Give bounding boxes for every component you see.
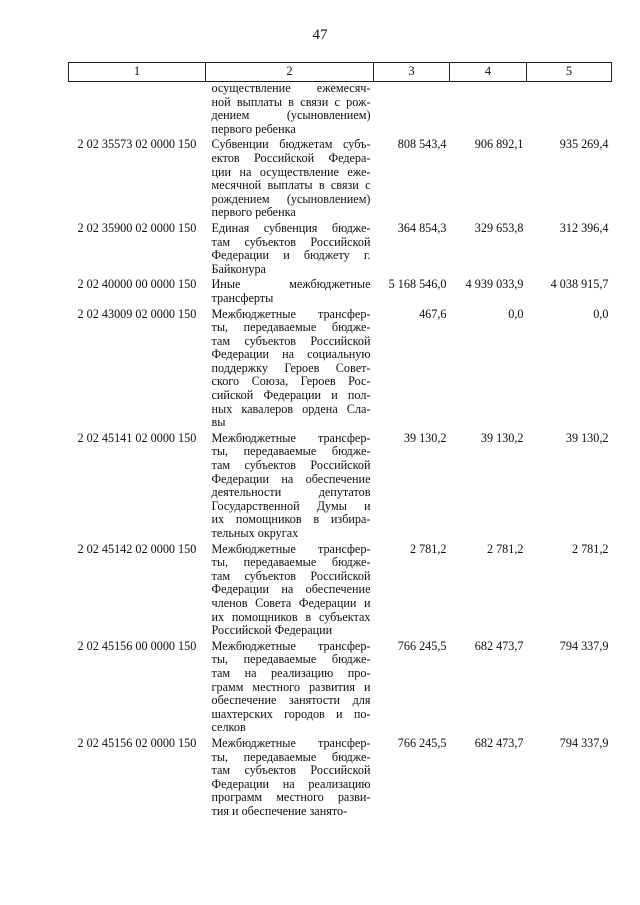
amount-year-2: 0,0	[508, 306, 524, 321]
header-col-5: 5	[527, 63, 612, 82]
description-line: там субъектов Российской	[211, 763, 371, 778]
description-line: Федерации и бюджету г.	[211, 248, 371, 263]
amount-year-1: 766 245,5	[397, 735, 447, 750]
amount-year-2	[450, 82, 527, 139]
description-line: тия и обеспечение занято-	[211, 803, 348, 818]
amount-year-2: 682 473,7	[474, 735, 524, 750]
amount-year-1: 364 854,3	[397, 220, 447, 235]
budget-code: 2 02 43009 02 0000 150	[77, 306, 197, 321]
table-row	[69, 138, 612, 222]
description-line: первого ребенка	[211, 121, 296, 136]
budget-code: 2 02 45142 02 0000 150	[77, 541, 197, 556]
item-description	[206, 222, 374, 278]
description-line: их помощников в субъектах	[211, 609, 371, 624]
table-header	[69, 63, 612, 82]
description-line: ты, передаваемые бюдже-	[211, 555, 371, 570]
table-row	[69, 222, 612, 278]
table-row	[69, 278, 612, 307]
description-line: ных кавалеров ордена Сла-	[211, 401, 371, 416]
amount-year-1: 467,6	[419, 306, 447, 321]
budget-code: 2 02 45156 02 0000 150	[77, 735, 197, 750]
amount-year-1: 808 543,4	[397, 137, 447, 152]
description-line: Единая субвенция бюдже-	[211, 220, 371, 235]
table-body	[69, 82, 612, 821]
amount-year-3: 0,0	[593, 306, 609, 321]
description-line: Межбюджетные трансфер-	[211, 306, 371, 321]
amount-year-2: 329 653,8	[474, 220, 524, 235]
header-row	[69, 63, 612, 82]
description-line: грамм местного развития и	[211, 679, 371, 694]
amount-year-1: 766 245,5	[397, 638, 447, 653]
description-line: месячной выплаты в связи с	[211, 178, 371, 193]
amount-year-1: 5 168 546,0	[388, 277, 447, 292]
amount-year-2: 39 130,2	[480, 430, 524, 445]
table-row	[69, 737, 612, 821]
description-line: шахтерских городов и по-	[211, 706, 371, 721]
description-line: дением (усыновлением)	[211, 108, 371, 123]
description-line: программ местного разви-	[211, 790, 371, 805]
description-line: там субъектов Российской	[211, 568, 371, 583]
description-line: Межбюджетные трансфер-	[211, 430, 371, 445]
description-line: Российской Федерации	[211, 623, 333, 638]
amount-year-3: 2 781,2	[571, 541, 609, 556]
description-line: ты, передаваемые бюдже-	[211, 320, 371, 335]
header-col-4: 4	[450, 63, 527, 82]
description-line: Иные межбюджетные	[211, 277, 371, 292]
description-line: Федерации на социальную	[211, 347, 371, 362]
description-line: обеспечение занятости для	[211, 693, 371, 708]
description-line: ты, передаваемые бюдже-	[211, 444, 371, 459]
item-description	[206, 82, 374, 139]
description-line: селков	[211, 720, 246, 735]
description-line: тельных округах	[211, 526, 299, 540]
description-line: Федерации на обеспечение	[211, 471, 371, 486]
budget-table	[68, 62, 612, 820]
amount-year-3: 39 130,2	[565, 430, 609, 445]
table-row	[69, 543, 612, 640]
description-line: Байконура	[211, 261, 266, 276]
description-line: членов Совета Федерации и	[211, 595, 371, 610]
amount-year-3: 794 337,9	[559, 638, 609, 653]
amount-year-1: 2 781,2	[409, 541, 447, 556]
table-row	[69, 308, 612, 432]
amount-year-1: 39 130,2	[403, 430, 447, 445]
description-line: Межбюджетные трансфер-	[211, 541, 371, 556]
description-line: трансферты	[211, 290, 274, 305]
description-line: там на реализацию про-	[211, 665, 371, 680]
amount-year-3	[527, 82, 612, 139]
header-col-3: 3	[374, 63, 450, 82]
item-description	[206, 543, 374, 640]
description-line: Федерации на обеспечение	[211, 582, 371, 597]
description-line: Государственной Думы и	[211, 498, 371, 513]
amount-year-3: 794 337,9	[559, 735, 609, 750]
item-description	[206, 737, 374, 821]
amount-year-2: 682 473,7	[474, 638, 524, 653]
budget-code: 2 02 40000 00 0000 150	[77, 277, 197, 292]
budget-code: 2 02 45141 02 0000 150	[77, 430, 197, 445]
header-col-1: 1	[69, 63, 206, 82]
amount-year-3: 4 038 915,7	[550, 277, 609, 292]
description-line: их помощников в избира-	[211, 512, 371, 527]
description-line: первого ребенка	[211, 205, 296, 220]
description-line: там субъектов Российской	[211, 234, 371, 249]
header-col-2: 2	[206, 63, 374, 82]
amount-year-3: 312 396,4	[559, 220, 609, 235]
description-line: сийской Федерации и пол-	[211, 388, 371, 403]
amount-year-2: 906 892,1	[474, 137, 524, 152]
description-line: там субъектов Российской	[211, 458, 371, 473]
description-line: деятельности депутатов	[211, 485, 371, 500]
description-line: ной выплаты в связи с рож-	[211, 94, 371, 109]
table-row	[69, 432, 612, 543]
budget-code: 2 02 35573 02 0000 150	[77, 137, 197, 152]
amount-year-2: 4 939 033,9	[465, 277, 524, 292]
item-description	[206, 278, 374, 307]
item-description	[206, 138, 374, 222]
table-row	[69, 82, 612, 139]
description-line: вы	[211, 415, 226, 430]
description-line: Субвенции бюджетам субъ-	[211, 137, 371, 152]
description-line: рождением (усыновлением)	[211, 191, 371, 206]
item-description	[206, 432, 374, 543]
description-line: Федерации на реализацию	[211, 776, 371, 791]
budget-code: 2 02 35900 02 0000 150	[77, 220, 197, 235]
description-line: там субъектов Российской	[211, 333, 371, 348]
item-description	[206, 308, 374, 432]
description-line: ты, передаваемые бюдже-	[211, 749, 371, 764]
amount-year-1	[374, 82, 450, 139]
budget-code: 2 02 45156 00 0000 150	[77, 638, 197, 653]
amount-year-3: 935 269,4	[559, 137, 609, 152]
description-line: ции на осуществление еже-	[211, 164, 371, 179]
description-line: Межбюджетные трансфер-	[211, 735, 371, 750]
description-line: ского Союза, Героев Рос-	[211, 374, 371, 389]
description-line: осуществление ежемесяч-	[211, 81, 371, 95]
description-line: поддержку Героев Совет-	[211, 360, 371, 375]
table-row	[69, 640, 612, 737]
description-line: ектов Российской Федера-	[211, 150, 371, 165]
budget-code	[69, 82, 206, 139]
amount-year-2: 2 781,2	[486, 541, 524, 556]
item-description	[206, 640, 374, 737]
description-line: Межбюджетные трансфер-	[211, 638, 371, 653]
page-number: 47	[312, 27, 328, 43]
description-line: ты, передаваемые бюдже-	[211, 652, 371, 667]
